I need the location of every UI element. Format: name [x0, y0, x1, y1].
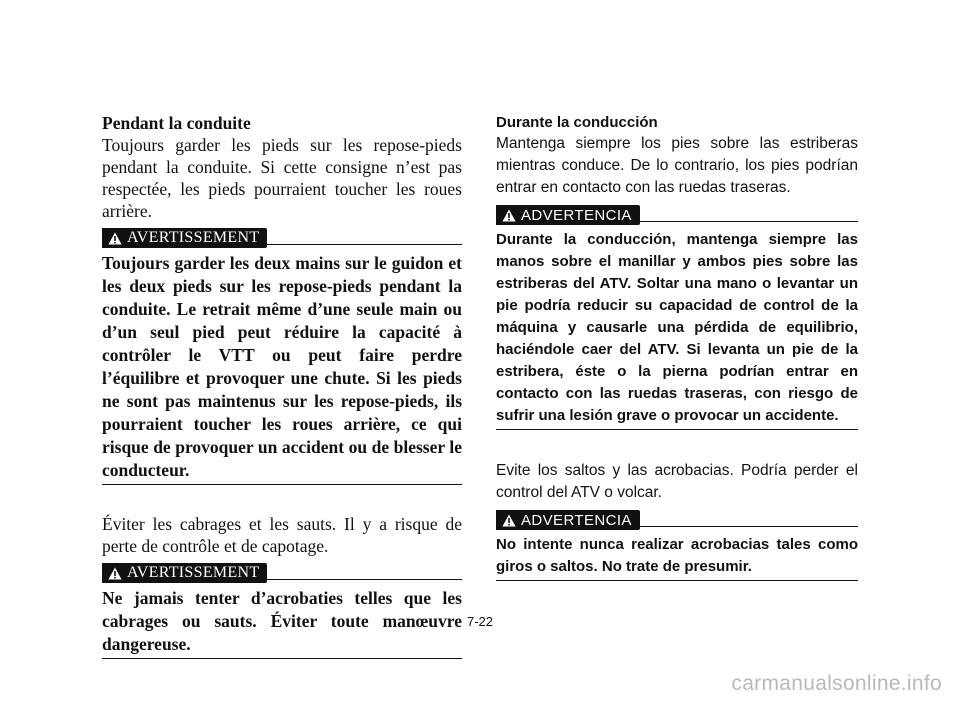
paragraph: Evite los saltos y las acrobacias. Podría perder el control del ATV o volcar. [496, 462, 858, 501]
warning-text: Toujours garder les deux mains sur le guidon et les deux pieds sur les repose-pieds pendant la conduite. Le retrait même d’une seule main ou d’un seul pied peut réduire la capacité à contrôler le VTT ou peut faire perdre l’équilibre et provoquer une chute. Si les pieds ne sont pas maintenus sur les repose-pieds, ils pourraient toucher les roues arrière, ce qui risque de provoquer un accident ou de blesser le conducteur. [102, 253, 462, 480]
warning-text: Ne jamais tenter d’acrobaties telles que les cabrages ou sauts. Éviter toute manœuvre dangereuse. [102, 588, 462, 654]
warning-text: Durante la conducción, mantenga siempre las manos sobre el manillar y ambos pies sobre las estriberas del ATV. Soltar una mano o levantar un pie podría reducir su capacidad de control de la máquina y causarle una pérdida de equilibrio, haciéndole caer del ATV. Si levanta un pie de la estribera, éste o la pierna podrían entrar en contacto con las ruedas traseras, con riesgo de sufrir una lesión grave o provocar un accidente. [496, 231, 858, 424]
watermark: carmanualsonline.info [731, 672, 942, 695]
section-heading: Durante la conducción [496, 114, 658, 131]
page-number: 7-22 [466, 614, 494, 629]
warning-label [496, 510, 640, 530]
section-heading: Pendant la conduite [102, 113, 251, 133]
warning-triangle-icon [108, 232, 122, 245]
paragraph: Mantenga siempre los pies sobre las estriberas mientras conduce. De lo contrario, los pies podrían entrar en contacto con las ruedas traseras. [496, 135, 858, 196]
warning-label-text: ADVERTENCIA [521, 206, 632, 224]
warning-label [102, 563, 267, 583]
warning-end-rule [496, 580, 858, 581]
spanish-column [496, 112, 858, 581]
warning-end-rule [102, 658, 462, 659]
warning-triangle-icon [502, 514, 516, 527]
paragraph: Toujours garder les pieds sur les repose-pieds pendant la conduite. Si cette consigne n’est pas respectée, les pieds pourraient toucher les roues arrière. [102, 135, 462, 221]
warning-triangle-icon [502, 209, 516, 222]
warning-text: No intente nunca realizar acrobacias tales como giros o saltos. No trate de presumir. [496, 536, 858, 575]
warning-label [102, 228, 267, 248]
french-column [102, 112, 462, 659]
warning-header [496, 508, 858, 530]
warning-label-text: AVERTISSEMENT [127, 229, 260, 246]
warning-label-text: AVERTISSEMENT [127, 564, 260, 581]
warning-header [102, 561, 462, 583]
warning-label-text: ADVERTENCIA [521, 511, 632, 529]
warning-header [102, 226, 462, 248]
warning-label [496, 205, 640, 225]
warning-header [496, 203, 858, 225]
paragraph: Éviter les cabrages et les sauts. Il y a risque de perte de contrôle et de capotage. [102, 514, 462, 556]
warning-triangle-icon [108, 567, 122, 580]
